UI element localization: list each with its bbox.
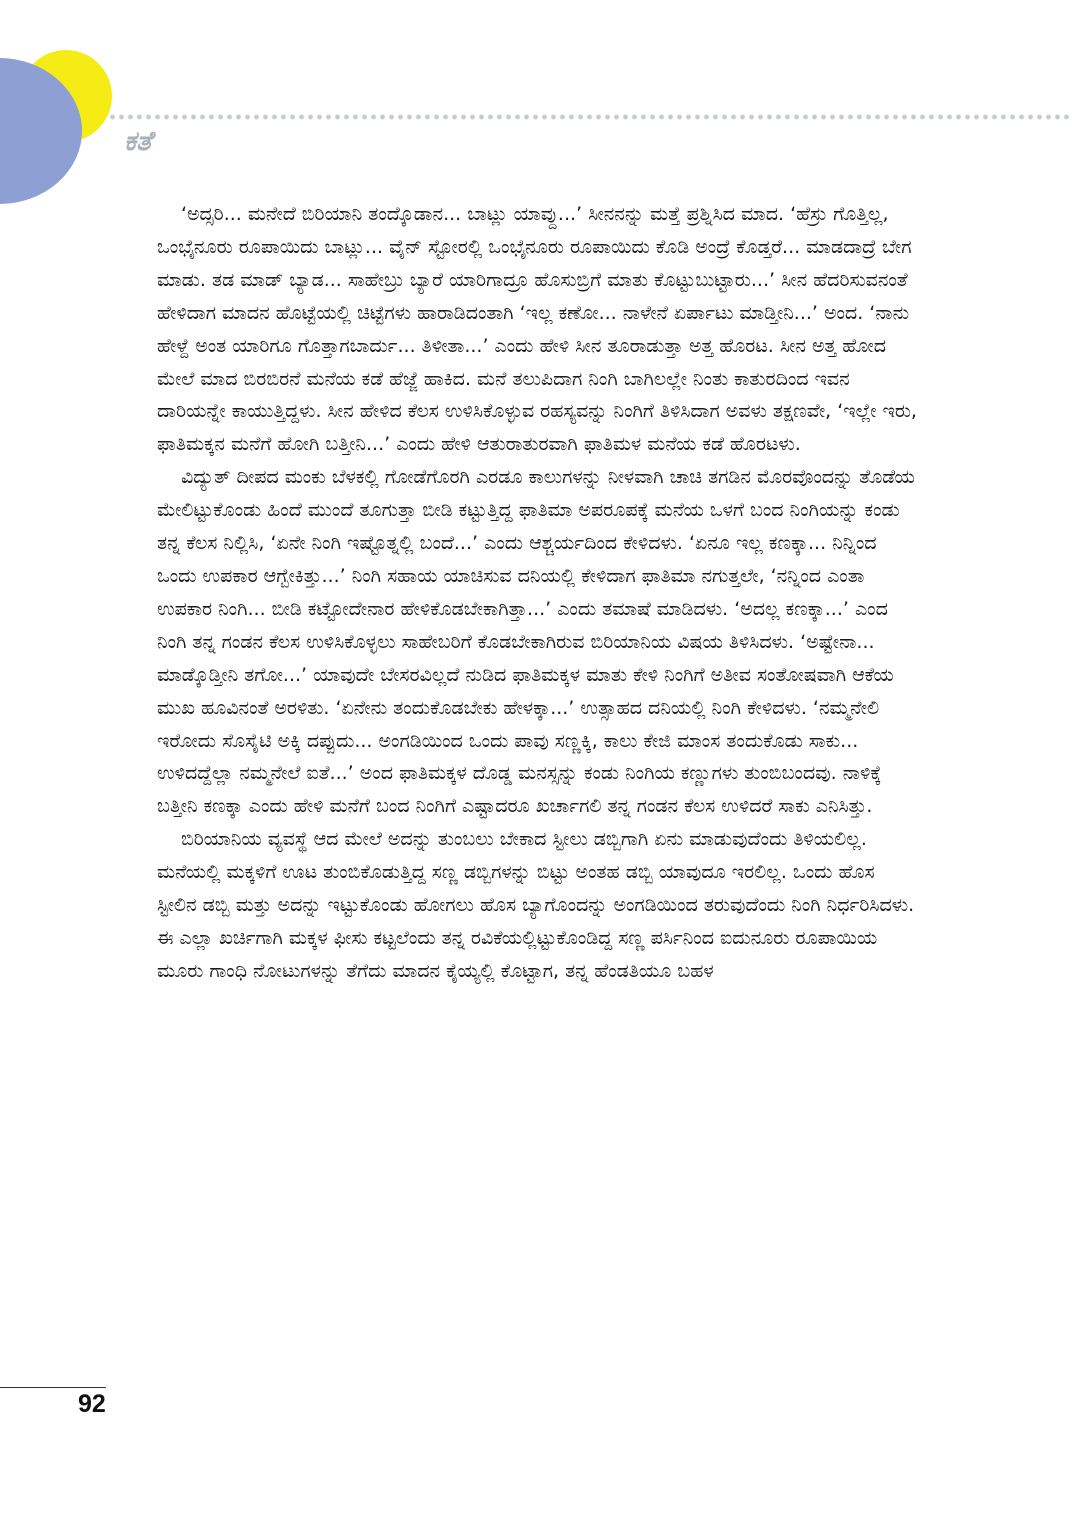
- dotted-header-rule: [108, 113, 1072, 121]
- section-label: ಕತೆ: [124, 126, 152, 157]
- page-number: 92: [78, 1390, 106, 1418]
- paragraph: ಬಿರಿಯಾನಿಯ ವ್ಯವಸ್ಥೆ ಆದ ಮೇಲೆ ಅದನ್ನು ತುಂಬಲು ಬೇಕಾದ ಸ್ಟೀಲು ಡಬ್ಬಿಗಾಗಿ ಏನು ಮಾಡುವುದೆಂದು ತಿಳಿಯಲಿಲ್ಲ. ಮನೆಯಲ್ಲಿ ಮಕ್ಕಳಿಗೆ ಊಟ ತುಂಬಿಕೊಡುತ್ತಿದ್ದ ಸಣ್ಣ ಡಬ್ಬಿಗಳನ್ನು ಬಿಟ್ಟು ಅಂತಹ ಡಬ್ಬಿ ಯಾವುದೂ ಇರಲಿಲ್ಲ. ಒಂದು ಹೊಸ ಸ್ಟೀಲಿನ ಡಬ್ಬಿ ಮತ್ತು ಅದನ್ನು ಇಟ್ಟುಕೊಂಡು ಹೋಗಲು ಹೊಸ ಬ್ಯಾಗೊಂದನ್ನು ಅಂಗಡಿಯಿಂದ ತರುವುದೆಂದು ನಿಂಗಿ ನಿರ್ಧರಿಸಿದಳು. ಈ ಎಲ್ಲಾ ಖರ್ಚಿಗಾಗಿ ಮಕ್ಕಳ ಫೀಸು ಕಟ್ಟಲೆಂದು ತನ್ನ ರವಿಕೆಯಲ್ಲಿಟ್ಟುಕೊಂಡಿದ್ದ ಸಣ್ಣ ಪರ್ಸಿನಿಂದ ಐದುನೂರು ರೂಪಾಯಿಯ ಮೂರು ಗಾಂಧಿ ನೋಟುಗಳನ್ನು ತೆಗೆದು ಮಾದನ ಕೈಯ್ಯಲ್ಲಿ ಕೊಟ್ಟಾಗ, ತನ್ನ ಹೆಂಡತಿಯೂ ಬಹಳ: [157, 828, 915, 982]
- paragraph: ‘ಅದ್ಸರಿ... ಮನೇದೆ ಬಿರಿಯಾನಿ ತಂದ್ಕೊಡಾನ... ಬಾಟ್ಲು ಯಾವ್ದು...’ ಸೀನನನ್ನು ಮತ್ತೆ ಪ್ರಶ್ನಿಸಿದ ಮಾದ. ‘ಹೆಸ್ರು ಗೊತ್ತಿಲ್ಲ, ಒಂಭೈನೂರು ರೂಪಾಯಿದು ಬಾಟ್ಲು... ವೈನ್ ಸ್ಟೋರಲ್ಲಿ ಒಂಭೈನೂರು ರೂಪಾಯಿದು ಕೊಡಿ ಅಂದ್ರೆ ಕೊಡ್ತರೆ... ಮಾಡದಾದ್ರೆ ಬೇಗ ಮಾಡು. ತಡ ಮಾಡ್ ಬ್ಯಾಡ... ಸಾಹೇಬ್ರು ಬ್ಯಾರೆ ಯಾರಿಗಾದ್ರೂ ಹೊಸುಬ್ರಿಗೆ ಮಾತು ಕೊಟ್ಟುಬುಟ್ಟಾರು...’ ಸೀನ ಹೆದರಿಸುವನಂತೆ ಹೇಳಿದಾಗ ಮಾದನ ಹೊಟ್ಟೆಯಲ್ಲಿ ಚಿಟ್ಟೆಗಳು ಹಾರಾಡಿದಂತಾಗಿ ‘ಇಲ್ಲ ಕಣೋ... ನಾಳೇನೆ ಏರ್ಪಾಟು ಮಾಡ್ತೀನಿ...’ ಅಂದ. ‘ನಾನು ಹೇಳ್ದೆ ಅಂತ ಯಾರಿಗೂ ಗೊತ್ತಾಗಬಾರ್ದು... ತಿಳೀತಾ...’ ಎಂದು ಹೇಳಿ ಸೀನ ತೂರಾಡುತ್ತಾ ಅತ್ತ ಹೊರಟ. ಸೀನ ಅತ್ತ ಹೋದ ಮೇಲೆ ಮಾದ ಬಿರಬಿರನೆ ಮನೆಯ ಕಡೆ ಹೆಜ್ಜೆ ಹಾಕಿದ. ಮನೆ ತಲುಪಿದಾಗ ನಿಂಗಿ ಬಾಗಿಲಲ್ಲೇ ನಿಂತು ಕಾತುರದಿಂದ ಇವನ ದಾರಿಯನ್ನೇ ಕಾಯುತ್ತಿದ್ದಳು. ಸೀನ ಹೇಳಿದ ಕೆಲಸ ಉಳಿಸಿಕೊಳ್ಳುವ ರಹಸ್ಯವನ್ನು ನಿಂಗಿಗೆ ತಿಳಿಸಿದಾಗ ಅವಳು ತಕ್ಷಣವೇ, ‘ಇಲ್ಲೇ ಇರು, ಫಾತಿಮಕ್ಕನ ಮನೆಗೆ ಹೋಗಿ ಬತ್ತೀನಿ...’ ಎಂದು ಹೇಳಿ ಆತುರಾತುರವಾಗಿ ಫಾತಿಮಳ ಮನೆಯ ಕಡೆ ಹೊರಟಳು.: [157, 203, 917, 456]
- paragraph: ವಿದ್ಯುತ್ ದೀಪದ ಮಂಕು ಬೆಳಕಲ್ಲಿ ಗೋಡೆಗೊರಗಿ ಎರಡೂ ಕಾಲುಗಳನ್ನು ನೀಳವಾಗಿ ಚಾಚಿ ತಗಡಿನ ಮೊರವೊಂದನ್ನು ತೊಡೆಯ ಮೇಲಿಟ್ಟುಕೊಂಡು ಹಿಂದೆ ಮುಂದೆ ತೂಗುತ್ತಾ ಬೀಡಿ ಕಟ್ಟುತ್ತಿದ್ದ ಫಾತಿಮಾ ಅಪರೂಪಕ್ಕೆ ಮನೆಯ ಒಳಗೆ ಬಂದ ನಿಂಗಿಯನ್ನು ಕಂಡು ತನ್ನ ಕೆಲಸ ನಿಲ್ಲಿಸಿ, ‘ಏನೇ ನಿಂಗಿ ಇಷ್ಟೊತ್ನಲ್ಲಿ ಬಂದೆ...’ ಎಂದು ಆಶ್ಚರ್ಯದಿಂದ ಕೇಳಿದಳು. ‘ಏನೂ ಇಲ್ಲ ಕಣಕ್ಕಾ... ನಿನ್ನಿಂದ ಒಂದು ಉಪಕಾರ ಆಗ್ಬೇಕಿತ್ತು...’ ನಿಂಗಿ ಸಹಾಯ ಯಾಚಿಸುವ ದನಿಯಲ್ಲಿ ಕೇಳಿದಾಗ ಫಾತಿಮಾ ನಗುತ್ತಲೇ, ‘ನನ್ನಿಂದ ಎಂತಾ ಉಪಕಾರ ನಿಂಗಿ... ಬೀಡಿ ಕಟ್ಟೋದೇನಾರ ಹೇಳಿಕೊಡಬೇಕಾಗಿತ್ತಾ...’ ಎಂದು ತಮಾಷೆ ಮಾಡಿದಳು. ‘ಅದಲ್ಲ ಕಣಕ್ಕಾ...’ ಎಂದ ನಿಂಗಿ ತನ್ನ ಗಂಡನ ಕೆಲಸ ಉಳಿಸಿಕೊಳ್ಳಲು ಸಾಹೇಬರಿಗೆ ಕೊಡಬೇಕಾಗಿರುವ ಬಿರಿಯಾನಿಯ ವಿಷಯ ತಿಳಿಸಿದಳು. ‘ಅಷ್ಟೇನಾ... ಮಾಡ್ಕೊಡ್ತೀನಿ ತಗೋ...’ ಯಾವುದೇ ಬೇಸರವಿಲ್ಲದೆ ನುಡಿದ ಫಾತಿಮಕ್ಕಳ ಮಾತು ಕೇಳಿ ನಿಂಗಿಗೆ ಅತೀವ ಸಂತೋಷವಾಗಿ ಆಕೆಯ ಮುಖ ಹೂವಿನಂತೆ ಅರಳಿತು. ‘ಏನೇನು ತಂದುಕೊಡಬೇಕು ಹೇಳಕ್ಕಾ...’ ಉತ್ಸಾಹದ ದನಿಯಲ್ಲಿ ನಿಂಗಿ ಕೇಳಿದಳು. ‘ನಮ್ಮನೇಲಿ ಇರೋದು ಸೊಸೈಟಿ ಅಕ್ಕಿ ದಪ್ಪುದು... ಅಂಗಡಿಯಿಂದ ಒಂದು ಪಾವು ಸಣ್ಣಕ್ಕಿ, ಕಾಲು ಕೇಜಿ ಮಾಂಸ ತಂದುಕೊಡು ಸಾಕು... ಉಳಿದದ್ದೆಲ್ಲಾ ನಮ್ಮನೇಲೆ ಐತೆ...’ ಅಂದ ಫಾತಿಮಕ್ಕಳ ದೊಡ್ಡ ಮನಸ್ಸನ್ನು ಕಂಡು ನಿಂಗಿಯ ಕಣ್ಣುಗಳು ತುಂಬಿಬಂದವು. ನಾಳಿಕ್ಕೆ ಬತ್ತೀನಿ ಕಣಕ್ಕಾ ಎಂದು ಹೇಳಿ ಮನೆಗೆ ಬಂದ ನಿಂಗಿಗೆ ಎಷ್ಟಾದರೂ ಖರ್ಚಾಗಲಿ ತನ್ನ ಗಂಡನ ಕೆಲಸ ಉಳಿದರೆ ಸಾಕು ಎನಿಸಿತ್ತು.: [157, 466, 915, 818]
- footer-rule: [0, 1387, 106, 1388]
- story-body: [157, 198, 917, 988]
